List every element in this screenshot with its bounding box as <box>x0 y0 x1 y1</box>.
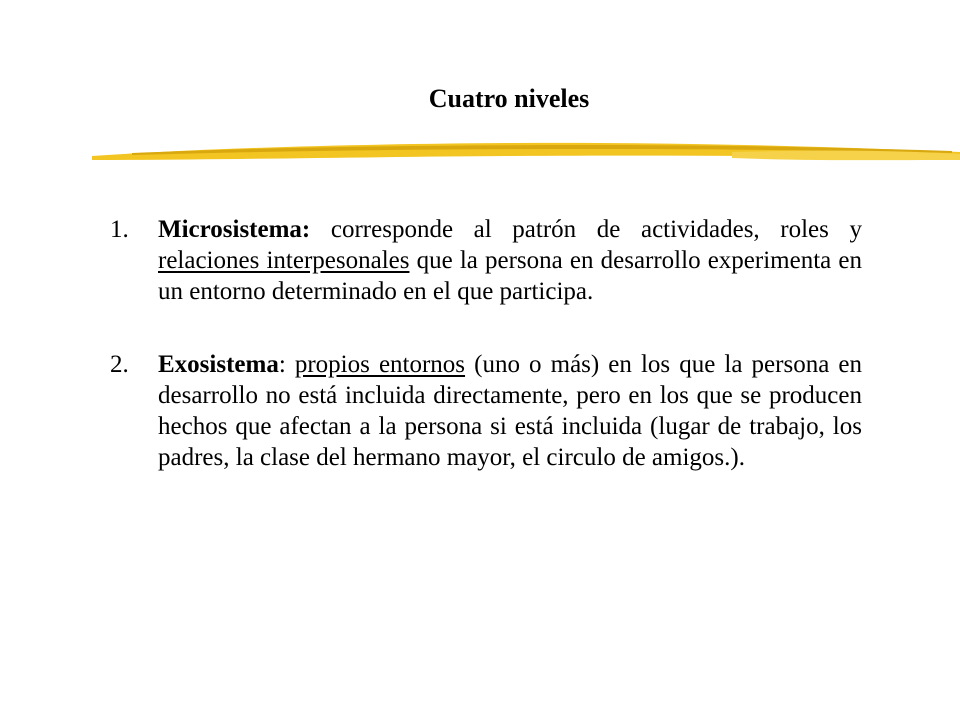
item-underlined-text: relaciones interpesonales <box>158 247 410 274</box>
list-item-microsistema <box>110 214 862 307</box>
item-text-before: : <box>278 351 295 378</box>
item-term: Exosistema <box>158 351 279 378</box>
item-text-after: (uno o más) en los que la persona en desarrollo no está incluida directamente, pero en los que se producen hechos que afectan a la persona si está incluida (lugar de trabajo, los padres, la clase del hermano mayor, el circulo de amigos.). <box>158 351 862 471</box>
yellow-brush-divider <box>92 134 960 174</box>
item-number: 1. <box>110 216 129 243</box>
list-item-exosistema <box>110 349 862 473</box>
item-text-after: que la persona en desarrollo experimenta en un entorno determinado en el que participa. <box>158 247 862 305</box>
slide-title: Cuatro niveles <box>428 84 590 113</box>
item-number: 2. <box>110 351 129 378</box>
item-term: Microsistema: <box>158 216 311 243</box>
levels-list <box>110 214 862 473</box>
item-text-before: corresponde al patrón de actividades, roles y <box>310 216 862 243</box>
item-underlined-text: propios entornos <box>294 351 466 378</box>
